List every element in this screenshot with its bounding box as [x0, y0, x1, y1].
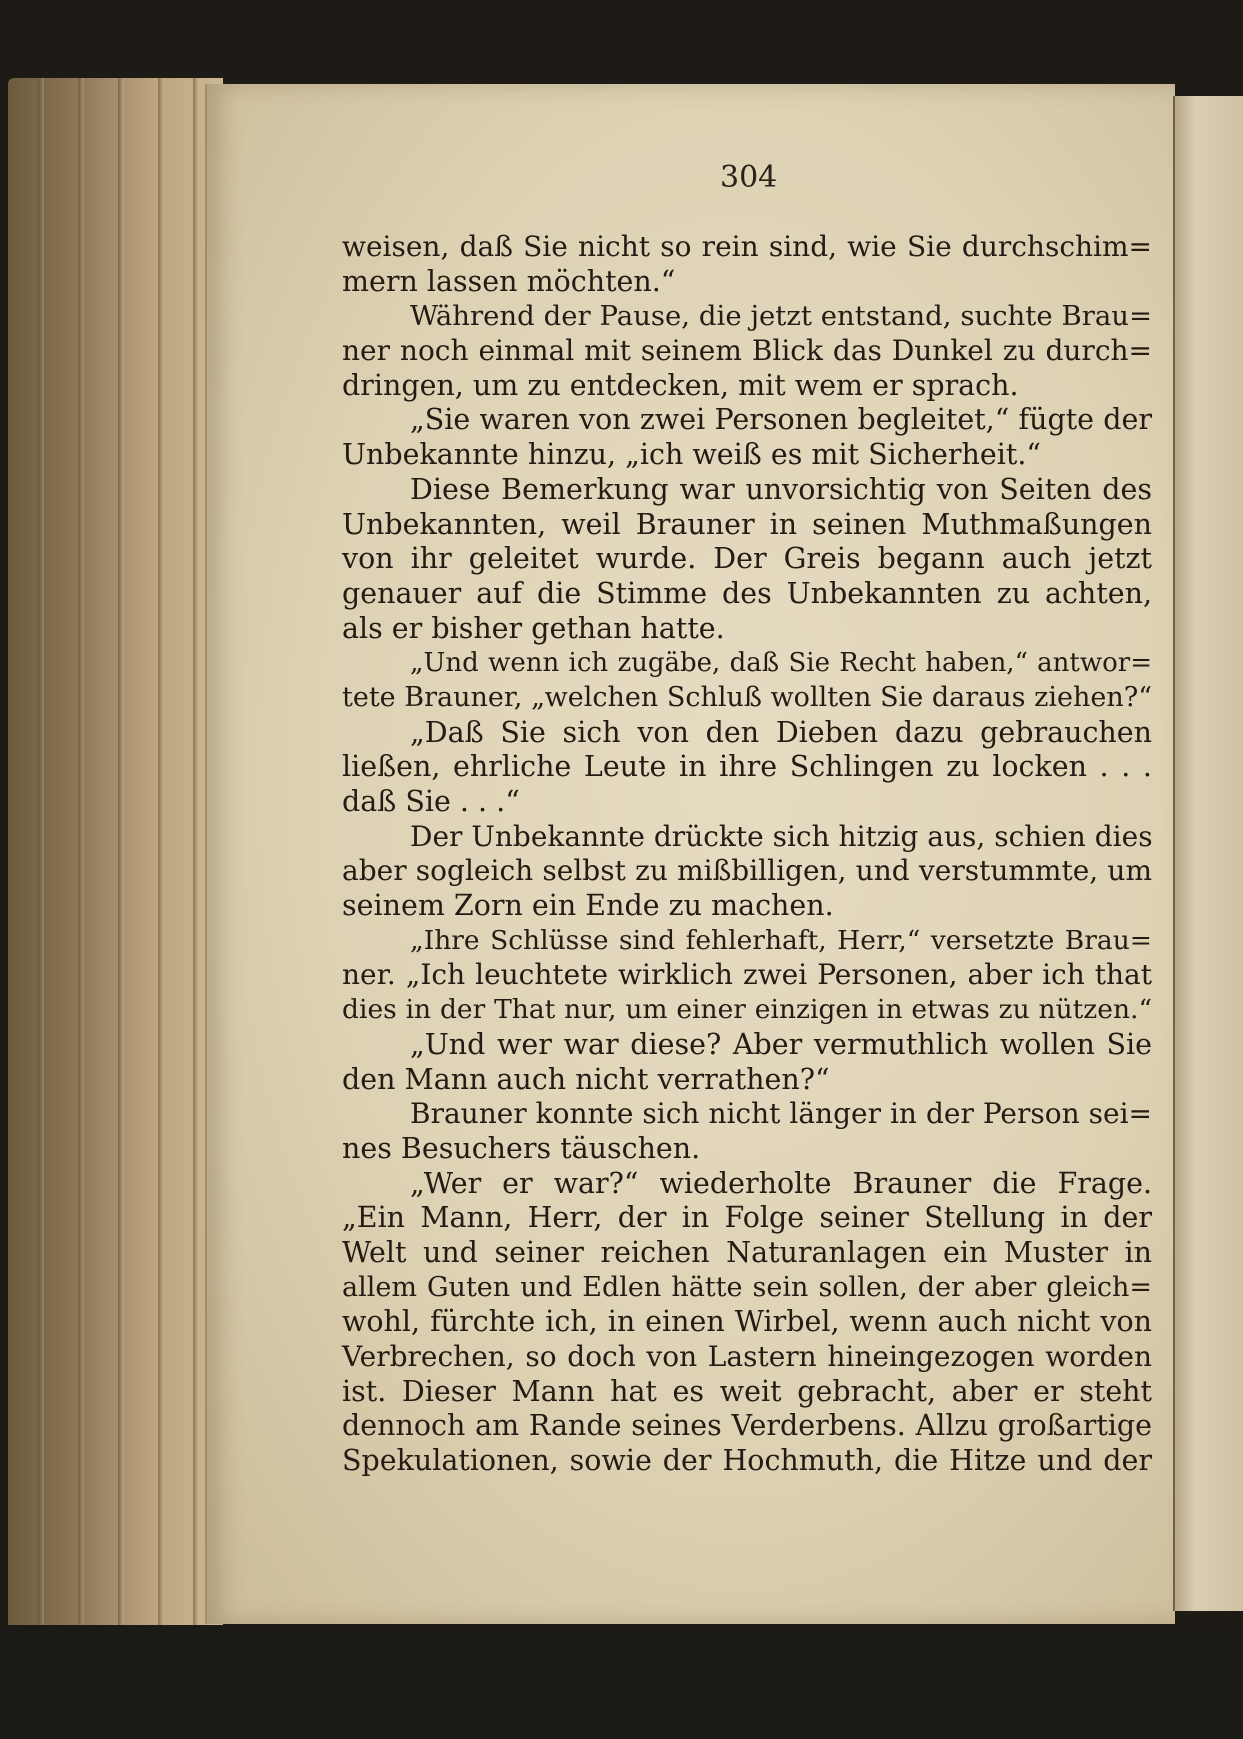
text-line: nes Besuchers täuschen. — [342, 1131, 701, 1165]
text-line: als er bisher gethan hatte. — [342, 611, 725, 645]
text-line: Brauner konnte sich nicht länger in der Person sei= — [410, 1097, 1152, 1131]
text-line: genauer auf die Stimme des Unbekannten zu achten, — [342, 576, 1152, 610]
text-line: wohl, fürchte ich, in einen Wirbel, wenn auch nicht von — [342, 1305, 1152, 1339]
text-line: Verbrechen, so doch von Lastern hineingezogen worden — [342, 1340, 1152, 1373]
text-line: Spekulationen, sowie der Hochmuth, die Hitze und der — [342, 1444, 1152, 1478]
page-number: 304 — [720, 160, 778, 195]
text-line: ner noch einmal mit seinem Blick das Dunkel zu durch= — [342, 334, 1152, 368]
text-line: „Wer er war?“ wiederholte Brauner die Frage. — [410, 1166, 1152, 1200]
text-line: „Ein Mann, Herr, der in Folge seiner Stellung in der — [342, 1201, 1152, 1235]
text-line: Diese Bemerkung war unvorsichtig von Seiten des — [410, 472, 1152, 506]
text-line: Während der Pause, die jetzt entstand, suchte Brau= — [410, 300, 1152, 333]
text-line: Unbekannten, weil Brauner in seinen Muthmaßungen — [342, 507, 1152, 541]
bottom-shadow — [0, 1625, 1243, 1739]
body-text — [342, 230, 1152, 1479]
text-line: „Sie waren von zwei Personen begleitet,“ fügte der — [410, 403, 1152, 437]
page-edge-stripe — [193, 78, 199, 1638]
page-edge-stripe — [38, 78, 44, 1638]
text-line: daß Sie . . .“ — [342, 785, 520, 818]
facing-page-edge — [1173, 96, 1243, 1611]
text-line: tete Brauner, „welchen Schluß wollten Sie daraus ziehen?“ — [342, 681, 1152, 713]
text-line: ließen, ehrliche Leute in ihre Schlingen zu locken . . . — [342, 750, 1152, 784]
page-edge-stripe — [118, 78, 124, 1638]
text-line: allem Guten und Edlen hätte sein sollen, der aber gleich= — [342, 1271, 1152, 1303]
text-line: von ihr geleitet wurde. Der Greis begann auch jetzt — [342, 542, 1152, 576]
text-line: „Und wenn ich zugäbe, daß Sie Recht haben,“ antwor= — [410, 648, 1152, 679]
text-line: ner. „Ich leuchtete wirklich zwei Personen, aber ich that — [342, 958, 1152, 992]
page-edges-left — [8, 78, 223, 1638]
text-line: mern lassen möchten.“ — [342, 264, 676, 298]
text-line: Unbekannte hinzu, „ich weiß es mit Sicherheit.“ — [342, 438, 1041, 472]
text-line: „Ihre Schlüsse sind fehlerhaft, Herr,“ versetzte Brau= — [410, 924, 1152, 956]
text-line: den Mann auch nicht verrathen?“ — [342, 1062, 830, 1096]
text-line: dennoch am Rande seines Verderbens. Allzu großartige — [342, 1409, 1152, 1443]
text-line: ist. Dieser Mann hat es weit gebracht, aber er steht — [342, 1374, 1152, 1408]
text-line: dies in der That nur, um einer einzigen in etwas zu nützen.“ — [342, 994, 1152, 1026]
page-edge-stripe — [78, 78, 84, 1638]
text-line: weisen, daß Sie nicht so rein sind, wie Sie durchschim= — [342, 230, 1152, 263]
text-line: „Daß Sie sich von den Dieben dazu gebrauchen — [410, 715, 1152, 749]
text-line: dringen, um zu entdecken, mit wem er sprach. — [342, 368, 1019, 402]
text-line: Welt und seiner reichen Naturanlagen ein Muster in — [342, 1235, 1152, 1269]
text-line: Der Unbekannte drückte sich hitzig aus, schien dies — [410, 819, 1153, 853]
text-line: „Und wer war diese? Aber vermuthlich wollen Sie — [410, 1027, 1152, 1061]
text-line: aber sogleich selbst zu mißbilligen, und verstummte, um — [342, 854, 1152, 888]
text-line: seinem Zorn ein Ende zu machen. — [342, 889, 834, 923]
page-edge-stripe — [158, 78, 164, 1638]
